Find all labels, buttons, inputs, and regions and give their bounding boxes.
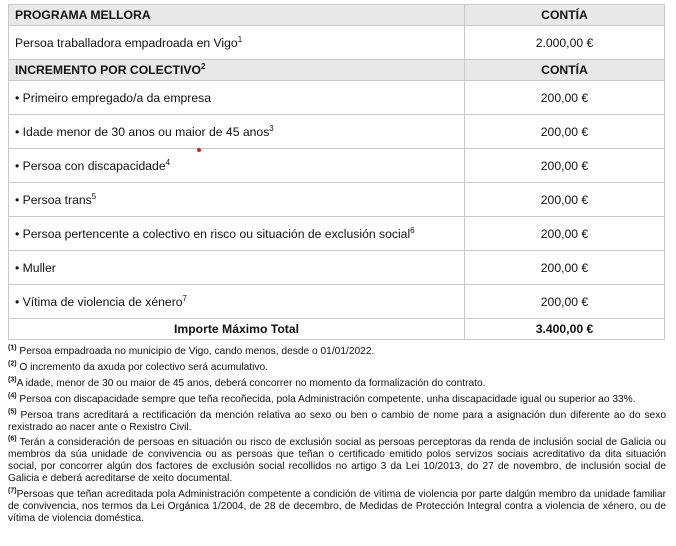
- row-label: • Muller: [15, 260, 56, 275]
- footnote-item: [8, 410, 666, 434]
- row-label: • Primeiro empregado/a da empresa: [15, 90, 211, 105]
- row-label-cell: [9, 217, 465, 251]
- base-row-amount: 2.000,00 €: [465, 26, 665, 60]
- row-label: • Persoa con discapacidade: [15, 158, 166, 173]
- row-amount: 200,00 €: [465, 149, 665, 183]
- header-contia-label-2: CONTÍA: [465, 60, 665, 81]
- table-row: [9, 217, 665, 251]
- row-amount: 200,00 €: [465, 81, 665, 115]
- row-label-cell: [9, 251, 465, 285]
- row-amount: 200,00 €: [465, 251, 665, 285]
- footnote-item: [8, 378, 666, 390]
- base-row-label-cell: [9, 26, 465, 60]
- footnote-mark: (6): [8, 436, 17, 444]
- total-label: Importe Máximo Total: [9, 319, 465, 340]
- row-amount: 200,00 €: [465, 115, 665, 149]
- footnote-text: A idade, menor de 30 ou maior de 45 anos, deberá concorrer no momento da formalización do contrato.: [16, 377, 486, 389]
- row-label-cell: [9, 115, 465, 149]
- base-row-label: Persoa traballadora empadroada en Vigo: [15, 35, 238, 50]
- row-amount: 200,00 €: [465, 183, 665, 217]
- table-row: [9, 285, 665, 319]
- row-label: • Persoa pertencente a colectivo en risco ou situación de exclusión social: [15, 226, 411, 241]
- footnote-ref: 2: [200, 61, 206, 71]
- table-row: [9, 149, 665, 183]
- footnote-text: Persoa empadroada no municipio de Vigo, cando menos, desde o 01/01/2022.: [16, 346, 375, 357]
- row-label: • Idade menor de 30 anos ou maior de 45 anos: [15, 124, 270, 139]
- footnote-ref: 3: [269, 123, 274, 133]
- table-row: [9, 183, 665, 217]
- footnote-ref: 6: [410, 225, 415, 235]
- row-label-cell: [9, 81, 465, 115]
- table-row: [9, 81, 665, 115]
- footnote-text: Persoa con discapacidade sempre que teña recoñecida, pola Administración competente, unha discapacidade igual ou superior ao 33%.: [16, 393, 636, 405]
- row-label-cell: [9, 183, 465, 217]
- footnote-mark: (7): [8, 487, 17, 495]
- subsidy-table: [8, 4, 665, 340]
- footnotes: [8, 346, 666, 529]
- header-incremento-label: INCREMENTO POR COLECTIVO: [15, 63, 201, 77]
- footnote-text: Terán a consideración de persoas en situación ou risco de exclusión social as persoas perceptoras da renda de inclusión social de Galicia ou membros da súa unidade de convivencia ou as persoas que teñan o certificado emitido polos servizos sociais acreditativo da dita situación social, por concorrer algún dos factores de exclusión social recollidos no artigo 3 da Lei 10/2013, do 27 de novembro, de inclusión social de Galicia e deberá acreditarse de xeito documental.: [8, 437, 666, 485]
- table-header-incremento: [9, 60, 665, 81]
- table-row-base: [9, 26, 665, 60]
- footnote-ref: 7: [182, 293, 187, 303]
- footnote-item: [8, 362, 666, 374]
- row-label-cell: [9, 285, 465, 319]
- footnote-mark: (3): [8, 376, 17, 384]
- row-label: • Vítima de violencia de xénero: [15, 294, 183, 309]
- footnote-item: [8, 346, 666, 358]
- header-contia-label: CONTÍA: [465, 5, 665, 26]
- row-label: • Persoa trans: [15, 192, 92, 207]
- footnote-text: Persoas que teñan acreditada pola Administración competente a condición de vítima de violencia por parte dalgún membro da unidade familiar de convivencia, nos termos da Lei Orgánica 1/2004, de 28 de decembro, de Medidas de Protección Integral contra a violencia de xénero, ou de vítima de violencia doméstica.: [8, 489, 666, 524]
- row-amount: 200,00 €: [465, 285, 665, 319]
- footnote-mark: (5): [8, 408, 17, 416]
- footnote-mark: (4): [8, 392, 17, 400]
- total-amount: 3.400,00 €: [465, 319, 665, 340]
- footnote-mark: (1): [8, 344, 17, 352]
- row-amount: 200,00 €: [465, 217, 665, 251]
- footnote-item: [8, 437, 666, 485]
- footnote-mark: (2): [8, 360, 17, 368]
- footnote-text: O incremento da axuda por colectivo será acumulativo.: [16, 361, 268, 373]
- footnote-item: [8, 489, 666, 525]
- footnote-item: [8, 394, 666, 406]
- footnote-ref: 1: [237, 34, 243, 44]
- footnote-text: Persoa trans acreditará a rectificación da mención relativa ao sexo ou ben o cambio de nome para a asignación dun diferente ao do sexo rexistrado ao nacer ante o Rexistro Civil.: [8, 409, 666, 433]
- table-row: [9, 251, 665, 285]
- footnote-ref: 4: [165, 157, 171, 167]
- footnote-ref: 5: [91, 191, 97, 201]
- table-header-programa: [9, 5, 665, 26]
- header-incremento-cell: [9, 60, 465, 81]
- table-row-total: [9, 319, 665, 340]
- row-label-cell: [9, 149, 465, 183]
- red-dot-mark: [197, 148, 201, 152]
- table-row: [9, 115, 665, 149]
- header-programa-label: PROGRAMA MELLORA: [9, 5, 465, 26]
